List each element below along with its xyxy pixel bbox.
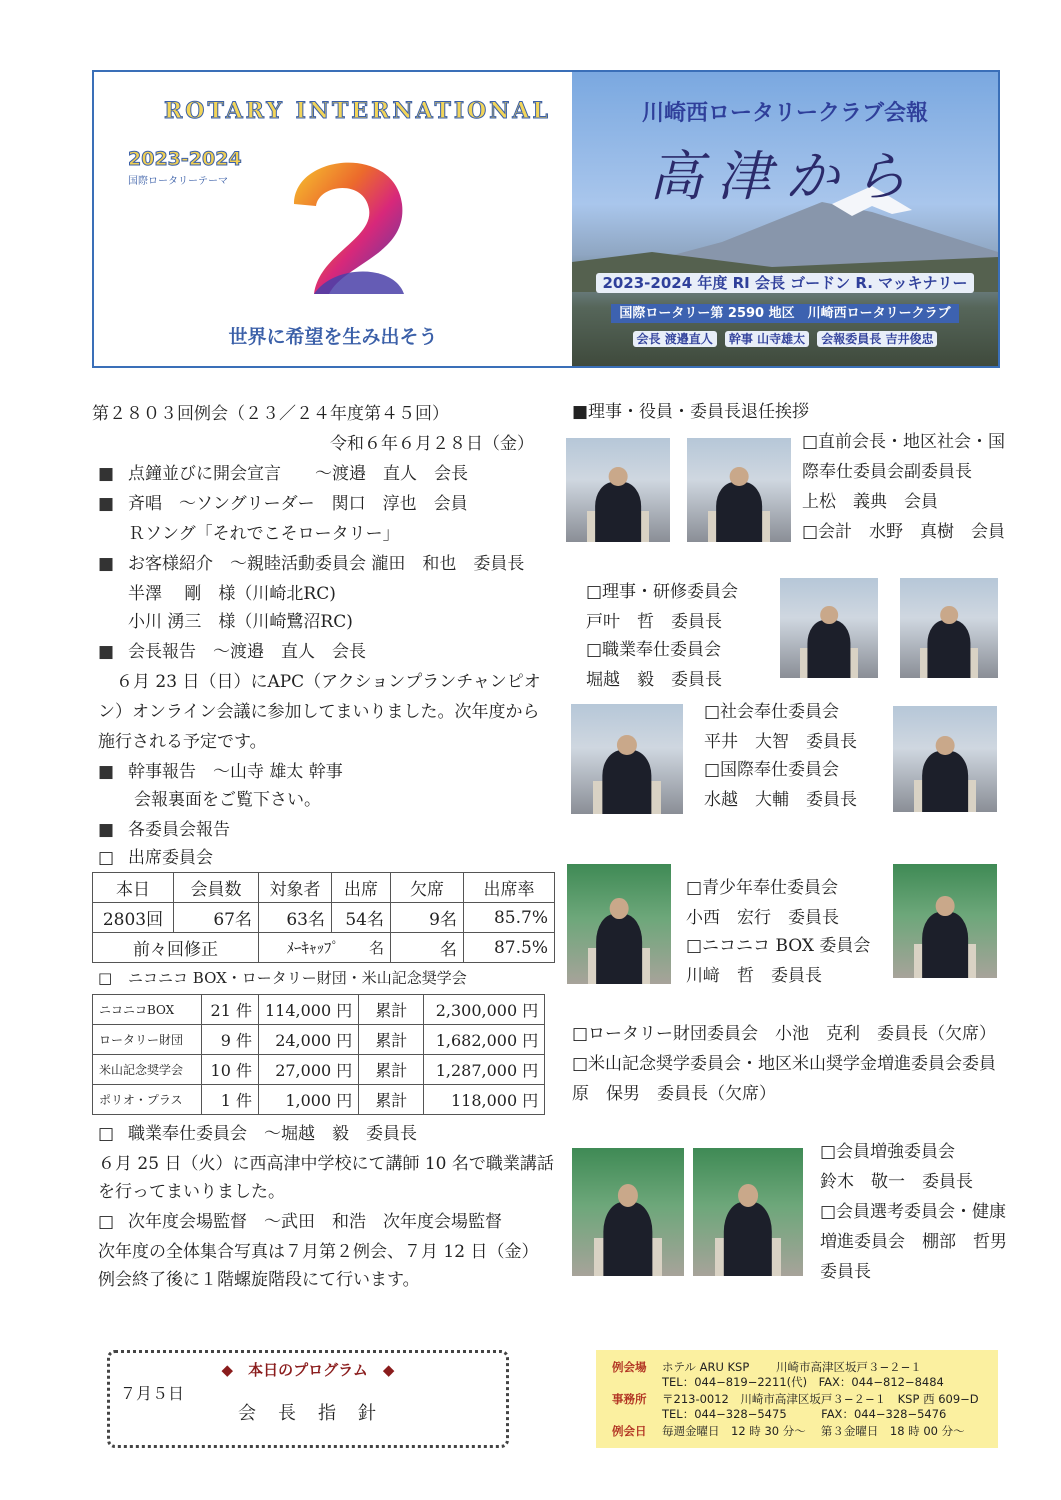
table-row	[93, 995, 545, 1025]
box-report-heading: □ ニコニコ BOX・ロータリー財団・米山記念奨学会	[98, 970, 467, 987]
vocational-line-2: を行ってまいりました。	[98, 1182, 285, 1202]
table-cell: 67名	[174, 903, 259, 933]
todays-program-box	[107, 1350, 509, 1448]
retirement-heading: ■理事・役員・委員長退任挨拶	[572, 402, 810, 422]
table-cell: 63名	[259, 903, 332, 933]
table-cell: 名	[391, 933, 464, 963]
meeting-date: 令和６年６月２８日（金）	[330, 434, 534, 454]
g6-line-4: 増進委員会 棚部 哲男	[820, 1232, 1007, 1252]
table-cell: 87.5%	[464, 933, 555, 963]
table-cell: 9 件	[202, 1025, 259, 1055]
table-header-cell: 出席	[332, 873, 391, 903]
speaker-photo	[893, 706, 997, 812]
table-cell: 9名	[391, 903, 464, 933]
info-label: 例会日	[612, 1424, 647, 1438]
secretary-report-text: 会報裏面をご覧下さい。	[134, 790, 321, 810]
g4-line-1: □青少年奉仕委員会	[686, 878, 839, 898]
vocational-line-1: ６月 25 日（火）に西高津中学校にて講師 10 名で職業講話	[98, 1154, 554, 1174]
info-value: 〒213-0012 川崎市高津区坂戸３−２−１ KSP 西 609−D	[662, 1392, 979, 1406]
g1-line-4: □会計 水野 真樹 会員	[802, 522, 1006, 542]
table-cell: ﾒｰｷｬｯﾌﾟ 名	[259, 933, 391, 963]
g1-line-3: 上松 義典 会員	[802, 492, 938, 512]
info-value: 毎週金曜日 12 時 30 分〜 第３金曜日 18 時 00 分〜	[662, 1424, 965, 1438]
president-report-line-1: ６月 23 日（日）にAPC（アクションプランチャンピオ	[116, 672, 541, 692]
g1-line-2: 際奉仕委員会副委員長	[802, 462, 972, 482]
g2-line-2: 戸叶 哲 委員長	[586, 612, 722, 632]
table-cell: ニコニコBOX	[93, 995, 202, 1025]
table-cell: 21 件	[202, 995, 259, 1025]
g4-line-4: 川﨑 哲 委員長	[686, 966, 822, 986]
table-row	[93, 933, 555, 963]
officer-editor: 会報委員長 吉井俊忠	[817, 331, 937, 347]
ri-year: 2023-2024	[128, 148, 242, 170]
speaker-photo	[566, 438, 670, 542]
ri-title: ROTARY INTERNATIONAL	[164, 98, 551, 124]
officer-president: 会長 渡邉直人	[633, 331, 717, 347]
info-value: TEL：044−819−2211(代) FAX：044−812−8484	[662, 1375, 944, 1389]
g5-line-2: □米山記念奨学委員会・地区米山奨学金増進委員会委員	[572, 1054, 997, 1074]
table-row	[93, 1085, 545, 1115]
ri-theme-label: 国際ロータリーテーマ	[128, 176, 228, 187]
guests-item: ■ お客様紹介 ～親睦活動委員会 瀧田 和也 委員長	[98, 556, 524, 573]
program-date: ７月５日	[120, 1384, 185, 1403]
opening-item: ■ 点鐘並びに開会宣言 ～渡邉 直人 会長	[98, 466, 468, 483]
g4-line-2: 小西 宏行 委員長	[686, 908, 839, 928]
table-cell: 累計	[359, 1085, 424, 1115]
table-row	[93, 903, 555, 933]
g2-line-3: □職業奉仕委員会	[586, 640, 722, 660]
meeting-number: 第２８０３回例会（２３／２４年度第４５回）	[92, 404, 449, 424]
speaker-photo	[893, 864, 997, 978]
info-value: ホテル ARU KSP 川崎市高津区坂戸３−２−１	[662, 1360, 922, 1374]
table-cell: 2,300,000 円	[424, 995, 545, 1025]
table-cell: 前々回修正	[93, 933, 259, 963]
district-band: 国際ロータリー第 2590 地区 川崎西ロータリークラブ	[572, 302, 998, 321]
table-cell: 1,000 円	[259, 1085, 359, 1115]
ri-theme-panel	[94, 72, 572, 366]
guest-2: 小川 湧三 様（川崎鷺沼RC)	[128, 612, 353, 632]
g5-line-1: □ロータリー財団委員会 小池 克利 委員長（欠席）	[572, 1024, 997, 1044]
speaker-photo	[900, 578, 998, 678]
table-row	[93, 1025, 545, 1055]
club-panel	[572, 72, 998, 366]
table-row	[93, 1055, 545, 1085]
attendance-table	[92, 872, 555, 963]
g6-line-5: 委員長	[820, 1262, 871, 1282]
ri-president-band: 2023-2024 年度 RI 会長 ゴードン R. マッキナリー	[572, 272, 998, 293]
table-cell: 85.7%	[464, 903, 555, 933]
table-header-cell: 出席率	[464, 873, 555, 903]
table-cell: 累計	[359, 1025, 424, 1055]
program-content: 会 長 指 針	[238, 1403, 378, 1424]
table-cell: 114,000 円	[259, 995, 359, 1025]
table-cell: 2803回	[93, 903, 174, 933]
speaker-photo	[572, 1148, 684, 1276]
info-value: TEL：044−328−5475 FAX：044−328−5476	[662, 1407, 947, 1421]
president-report-line-3: 施行される予定です。	[98, 732, 267, 752]
g3-line-4: 水越 大輔 委員長	[704, 790, 857, 810]
donation-table	[92, 994, 545, 1115]
speaker-photo	[571, 704, 683, 814]
ri-theme-logo	[274, 144, 424, 304]
officer-secretary: 幹事 山寺雄太	[725, 331, 809, 347]
speaker-photo	[687, 438, 791, 542]
table-cell: ポリオ・プラス	[93, 1085, 202, 1115]
table-cell: 1 件	[202, 1085, 259, 1115]
table-cell: 累計	[359, 1055, 424, 1085]
g3-line-3: □国際奉仕委員会	[704, 760, 840, 780]
speaker-photo	[567, 864, 671, 984]
song-title: Ｒソング「それでこそロータリー」	[128, 524, 400, 544]
g2-line-1: □理事・研修委員会	[586, 582, 739, 602]
table-header-cell: 会員数	[174, 873, 259, 903]
table-cell: 1,287,000 円	[424, 1055, 545, 1085]
table-cell: 27,000 円	[259, 1055, 359, 1085]
attendance-committee-heading: □ 出席委員会	[98, 850, 213, 867]
table-header-cell: 欠席	[391, 873, 464, 903]
g2-line-4: 堀越 毅 委員長	[586, 670, 722, 690]
table-header-cell: 本日	[93, 873, 174, 903]
secretary-report-item: ■ 幹事報告 ～山寺 雄太 幹事	[98, 764, 343, 781]
g6-line-3: □会員選考委員会・健康	[820, 1202, 1007, 1222]
info-label: 事務所	[612, 1392, 647, 1406]
guest-1: 半澤 剛 様（川崎北RC)	[128, 584, 336, 604]
g1-line-1: □直前会長・地区社会・国	[802, 432, 1006, 452]
table-cell: 24,000 円	[259, 1025, 359, 1055]
table-cell: 118,000 円	[424, 1085, 545, 1115]
committee-reports-item: ■ 各委員会報告	[98, 822, 230, 839]
g3-line-1: □社会奉仕委員会	[704, 702, 840, 722]
club-info-box	[596, 1350, 998, 1448]
club-name-calligraphy: 高津から	[649, 145, 921, 208]
table-cell: 米山記念奨学会	[93, 1055, 202, 1085]
president-report-line-2: ン）オンライン会議に参加してまいりました。次年度から	[98, 702, 540, 722]
program-title: ◆ 本日のプログラム ◆	[221, 1361, 395, 1379]
table-cell: ロータリー財団	[93, 1025, 202, 1055]
g5-line-3: 原 保男 委員長（欠席）	[572, 1084, 776, 1104]
table-cell: 54名	[332, 903, 391, 933]
table-row	[93, 873, 555, 903]
venue-heading: □ 次年度会場監督 ～武田 和浩 次年度会場監督	[98, 1214, 502, 1231]
table-cell: 累計	[359, 995, 424, 1025]
venue-line-1: 次年度の全体集合写真は７月第２例会、７月 12 日（金）	[98, 1242, 539, 1262]
bulletin-header	[92, 70, 1000, 368]
speaker-photo	[693, 1148, 803, 1276]
venue-line-2: 例会終了後に１階螺旋階段にて行います。	[98, 1270, 420, 1290]
speaker-photo	[780, 578, 878, 678]
table-cell: 10 件	[202, 1055, 259, 1085]
song-item: ■ 斉唱 ～ソングリーダー 関口 淳也 会員	[98, 496, 468, 513]
g4-line-3: □ニコニコ BOX 委員会	[686, 936, 871, 956]
g3-line-2: 平井 大智 委員長	[704, 732, 857, 752]
officers-band	[572, 330, 998, 347]
ri-slogan: 世界に希望を生み出そう	[228, 326, 438, 348]
table-header-cell: 対象者	[259, 873, 332, 903]
info-label: 例会場	[612, 1360, 647, 1374]
club-bulletin-title: 川崎西ロータリークラブ会報	[641, 101, 928, 126]
president-report-item: ■ 会長報告 ～渡邉 直人 会長	[98, 644, 366, 661]
g6-line-1: □会員増強委員会	[820, 1142, 956, 1162]
vocational-heading: □ 職業奉仕委員会 ～堀越 毅 委員長	[98, 1126, 417, 1143]
g6-line-2: 鈴木 敬一 委員長	[820, 1172, 973, 1192]
table-cell: 1,682,000 円	[424, 1025, 545, 1055]
